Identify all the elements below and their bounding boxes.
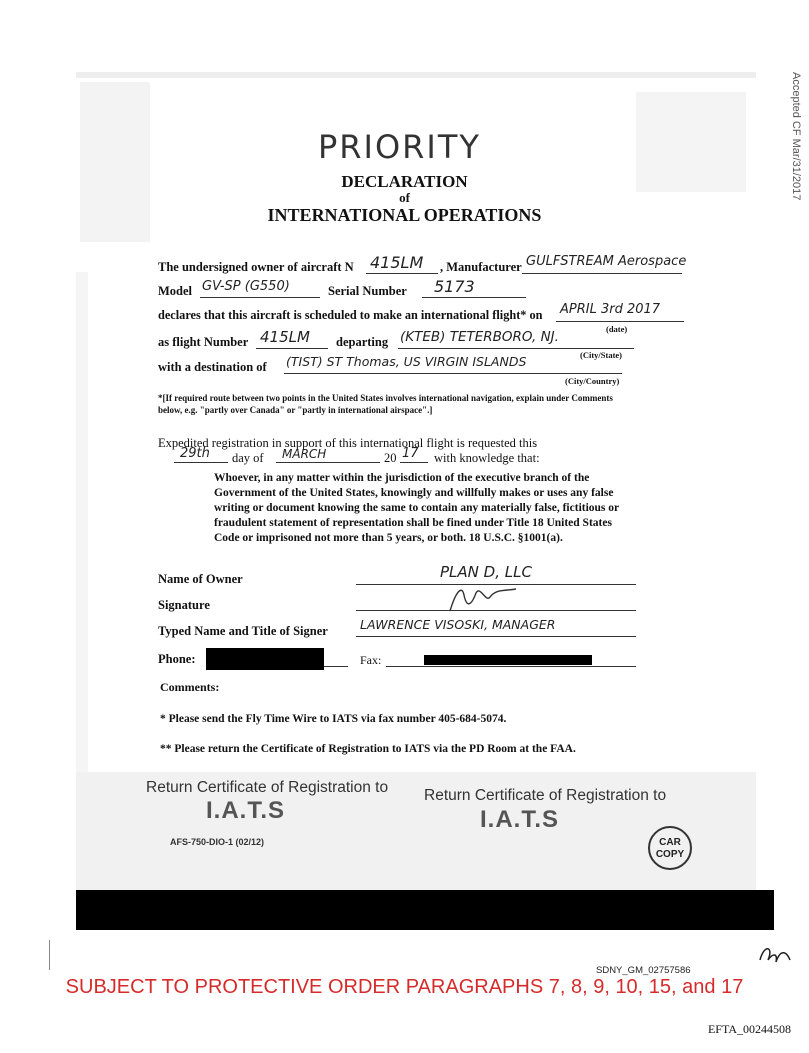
signature-scribble (446, 583, 526, 615)
expedited-text: Expedited registration in support of this international flight is requested this (158, 436, 538, 450)
flight-number-line (256, 348, 328, 349)
departing-value: (KTEB) TETERBORO, NJ. (400, 329, 559, 345)
knowledge-label: with knowledge that: (434, 451, 540, 465)
form-number: AFS-750-DIO-1 (02/12) (170, 837, 265, 847)
signature-label: Signature (158, 598, 210, 612)
priority-handwritten: PRIORITY (318, 128, 481, 166)
scan-edge-top (76, 72, 756, 78)
route-note: *[If required route between two points in the United States involves international navigation, explain under Comments below, e.g. "partly over Canada" or "partly in international airspace".] (158, 393, 613, 415)
title-of: of (399, 190, 410, 205)
phone-line (324, 666, 348, 667)
city-country-caption: (City/Country) (565, 376, 620, 386)
owner-name-value: PLAN D, LLC (440, 563, 532, 581)
initials-scribble (756, 940, 796, 968)
title-international-operations: INTERNATIONAL OPERATIONS (267, 205, 542, 225)
date-line (556, 321, 684, 322)
destination-value: (TIST) ST Thomas, US VIRGIN ISLANDS (286, 354, 527, 369)
scan-edge-mark (49, 940, 50, 970)
scan-noise-left-edge (76, 272, 88, 772)
fax-redaction (424, 655, 592, 665)
title-declaration: DECLARATION (341, 172, 468, 191)
protective-order-notice: SUBJECT TO PROTECTIVE ORDER PARAGRAPHS 7, 8, 9, 10, 15, and 17 (65, 976, 744, 998)
declares-label: declares that this aircraft is scheduled to make an international flight* on (158, 308, 543, 322)
day-value: 29th (180, 446, 210, 461)
owner-name-label: Name of Owner (158, 572, 243, 586)
year-value: 17 (402, 446, 419, 461)
serial-value: 5173 (434, 277, 475, 296)
return-stamp-right-line2: I.A.T.S (480, 806, 560, 833)
car-copy-text: CAR COPY (655, 837, 685, 860)
destination-label: with a destination of (158, 360, 267, 374)
phone-redaction (206, 648, 324, 670)
typed-name-value: LAWRENCE VISOSKI, MANAGER (360, 617, 556, 632)
serial-label: Serial Number (328, 284, 407, 298)
false-statement-warning: Whoever, in any matter within the jurisdiction of the executive branch of the Government of the United States, knowingly and willfully makes or uses any false writing or document knowing the same to contain any materially false, fictitious or fraudulent statement of representation shall be fined under Title 18 United States Code or imprisoned not more than 5 years, or both. 18 U.S.C. §1001(a). (214, 472, 619, 544)
departing-line (398, 348, 634, 349)
fax-line (386, 666, 636, 667)
city-state-caption: (City/State) (580, 350, 623, 360)
phone-label: Phone: (158, 652, 196, 666)
month-line (276, 462, 380, 463)
manufacturer-value: GULFSTREAM Aerospace (526, 254, 687, 269)
comments-label: Comments: (160, 680, 220, 694)
date-caption: (date) (606, 324, 628, 334)
n-number-line (366, 273, 438, 274)
car-copy-seal (648, 826, 692, 870)
serial-line (422, 297, 526, 298)
year-line (400, 462, 428, 463)
day-of-label: day of (232, 451, 264, 465)
model-label: Model (158, 284, 193, 298)
return-cert-instruction: ** Please return the Certificate of Registration to IATS via the PD Room at the FAA. (160, 743, 576, 755)
typed-name-label: Typed Name and Title of Signer (158, 624, 328, 638)
return-stamp-right-line1: Return Certificate of Registration to (424, 787, 667, 804)
manufacturer-line (522, 273, 682, 274)
flight-number-value: 415LM (260, 328, 310, 346)
acceptance-stamp: Accepted CF Mar/31/2017 (790, 72, 802, 201)
fax-label: Fax: (360, 653, 382, 667)
month-value: MARCH (282, 447, 327, 461)
n-number-value: 415LM (370, 253, 424, 272)
flight-number-label: as flight Number (158, 335, 249, 349)
model-line (200, 297, 320, 298)
typed-name-line (356, 636, 636, 637)
bates-number: SDNY_GM_02757586 (596, 965, 691, 976)
bottom-redaction-bar (76, 890, 774, 930)
date-value: APRIL 3rd 2017 (560, 302, 661, 317)
model-value: GV-SP (G550) (202, 279, 290, 294)
year-prefix: 20 (384, 451, 397, 465)
return-stamp-left-line2: I.A.T.S (206, 797, 286, 824)
fly-time-instruction: * Please send the Fly Time Wire to IATS via fax number 405-684-5074. (160, 713, 507, 725)
destination-line (284, 373, 622, 374)
return-stamp-left-line1: Return Certificate of Registration to (146, 779, 389, 796)
day-line (174, 462, 228, 463)
departing-label: departing (336, 335, 389, 349)
owner-aircraft-label: The undersigned owner of aircraft N (158, 260, 354, 274)
efta-number: EFTA_00244508 (707, 1022, 791, 1036)
manufacturer-label: , Manufacturer (440, 260, 522, 274)
